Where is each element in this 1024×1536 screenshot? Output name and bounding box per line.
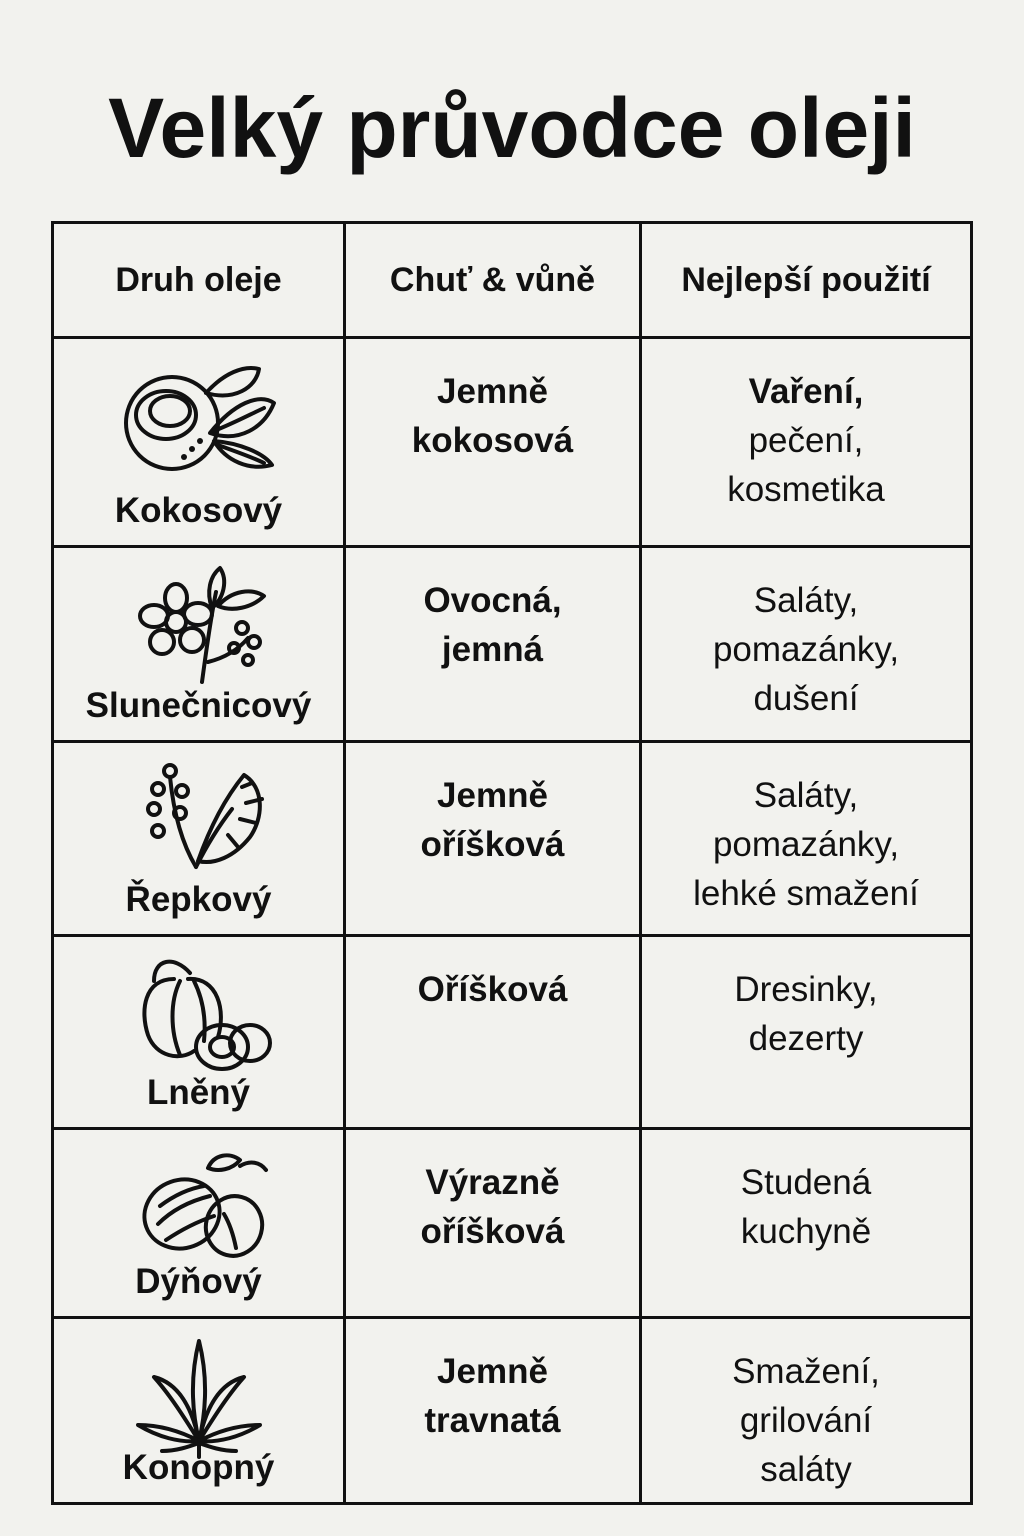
flavor-cell (346, 1319, 642, 1502)
oil-cell-flax (54, 937, 346, 1130)
oil-name: Lněný (146, 1073, 251, 1112)
use-line: Smažení, (732, 1352, 880, 1391)
use-cell (642, 937, 970, 1130)
rapeseed-plant-icon (114, 757, 284, 887)
flavor-line: Oříšková (417, 970, 568, 1009)
use-line: dezerty (748, 1019, 864, 1058)
use-cell (642, 1319, 970, 1502)
oil-cell-coconut (54, 339, 346, 548)
use-line: Vaření, (748, 372, 864, 411)
flavor-cell (346, 937, 642, 1130)
flavor-line: oříšková (420, 825, 565, 864)
flavor-cell (346, 339, 642, 548)
flavor-line: jemná (441, 630, 544, 669)
coconut-icon (114, 353, 284, 483)
flavor-cell (346, 1130, 642, 1319)
use-line: Studená (740, 1163, 872, 1202)
header-best-use: Nejlepší použití (642, 224, 970, 339)
flavor-line: Jemně (437, 372, 548, 411)
oil-name: Kokosový (114, 491, 283, 530)
oil-name: Dýňový (135, 1262, 262, 1301)
oil-name: Slunečnicový (85, 686, 312, 725)
use-line: pomazánky, (712, 825, 900, 864)
flavor-line: Jemně (437, 1352, 548, 1391)
seeds-icon (114, 1144, 284, 1274)
use-line: pečení, (748, 421, 864, 460)
use-line: dušení (753, 679, 859, 718)
oil-cell-hemp (54, 1319, 346, 1502)
use-line: grilování (739, 1401, 873, 1440)
use-line: kuchyně (740, 1212, 872, 1251)
flavor-line: kokosová (411, 421, 574, 460)
flavor-cell (346, 548, 642, 743)
use-line: pomazánky, (712, 630, 900, 669)
use-line: Saláty, (753, 581, 859, 620)
header-oil-type: Druh oleje (54, 224, 346, 339)
pumpkin-seed-icon (114, 951, 284, 1081)
use-line: Saláty, (753, 776, 859, 815)
use-line: saláty (760, 1450, 852, 1489)
use-line: Dresinky, (734, 970, 878, 1009)
flavor-line: oříšková (420, 1212, 565, 1251)
hemp-leaf-icon (114, 1333, 284, 1463)
flavor-line: Ovocná, (423, 581, 562, 620)
use-line: lehké smažení (693, 874, 919, 913)
flower-icon (114, 562, 284, 692)
use-cell (642, 548, 970, 743)
flavor-line: travnatá (424, 1401, 561, 1440)
use-cell (642, 743, 970, 937)
use-cell (642, 1130, 970, 1319)
oil-cell-pumpkin (54, 1130, 346, 1319)
flavor-line: Jemně (437, 776, 548, 815)
oil-cell-rapeseed (54, 743, 346, 937)
use-line: kosmetika (727, 470, 885, 509)
header-flavor: Chuť & vůně (346, 224, 642, 339)
oil-cell-sunflower (54, 548, 346, 743)
oil-guide-table (51, 221, 973, 1505)
page-title: Velký průvodce oleji (108, 81, 916, 175)
use-cell (642, 339, 970, 548)
oil-name: Konopný (122, 1448, 275, 1487)
flavor-cell (346, 743, 642, 937)
flavor-line: Výrazně (425, 1163, 560, 1202)
oil-name: Řepkový (125, 880, 272, 919)
